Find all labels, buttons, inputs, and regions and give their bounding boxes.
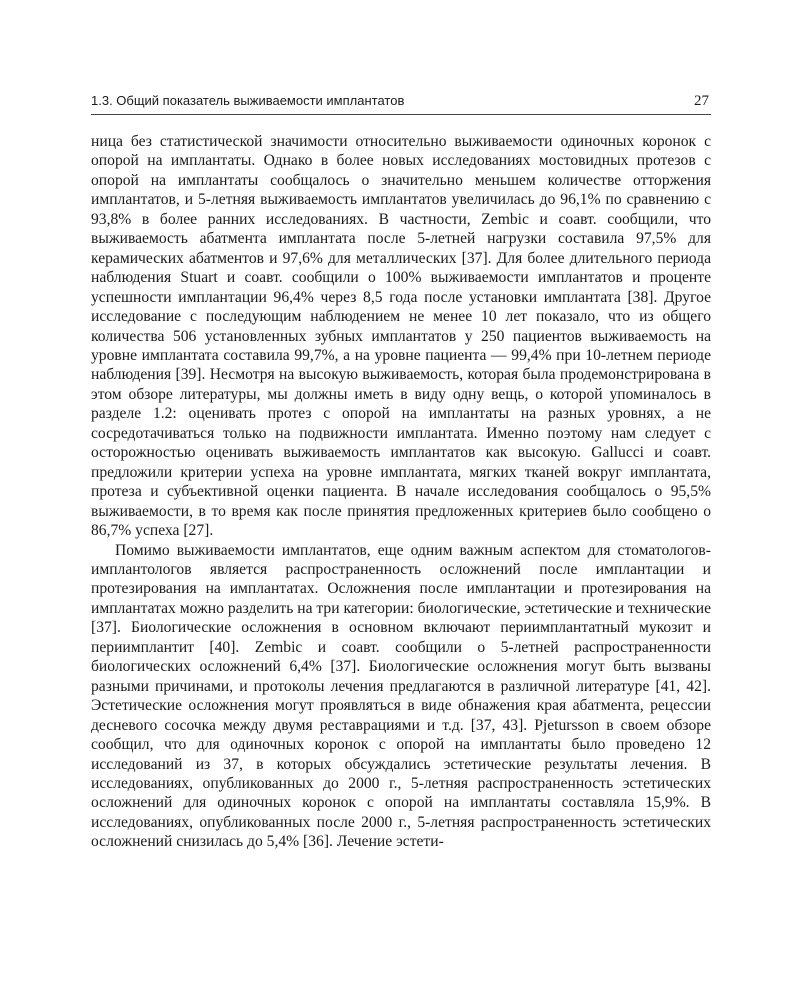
paragraph-complications: Помимо выживаемости имплантатов, еще одним важным аспектом для стоматологов-имплантологов является распространенность осложнений после имплантации и протезирования на имплантатах. Осложнения после имплантации и протезирования на имплантатах можно разделить на три категории: биологические, эстетические и технические [37]. Биологические осложнения в основном включают периимплантатный мукозит и периимплантит [40]. Zembic и соавт. сообщили о 5-летней распространенности биологических осложнений 6,4% [37]. Биологические осложнения могут быть вызваны разными причинами, и протоколы лечения предлагаются в различной литературе [41, 42]. Эстетические осложнения могут проявляться в виде обнажения края абатмента, рецессии десневого сосочка между двумя реставрациями и т.д. [37, 43]. Pjetursson в своем обзоре сообщил, что для одиночных коронок с опорой на имплантаты было проведено 12 исследований из 37, в которых обсуждались эстетические результаты лечения. В исследованиях, опубликованных до 2000 г., 5-летняя распространенность эстетических осложнений для одиночных коронок с опорой на имплантаты составляла 15,9%. В исследованиях, опубликованных после 2000 г., 5-летняя распространенность эстетических осложнений снизилась до 5,4% [36]. Лечение эстети- xyxy=(91,541,711,851)
page-number: 27 xyxy=(694,93,709,109)
running-head: 1.3. Общий показатель выживаемости имплантатов xyxy=(91,93,405,108)
paragraph-continued: ница без статистической значимости относительно выживаемости одиночных коронок с опорой на имплантаты. Однако в более новых исследованиях мостовидных протезов с опорой на имплантаты сообщалось о значительно меньшем количестве отторжения имплантатов, и 5-летняя выживаемость имплантатов увеличилась до 96,1% по сравнению с 93,8% в более ранних исследованиях. В частности, Zembic и соавт. сообщили, что выживаемость абатмента имплантата после 5-летней нагрузки составила 97,5% для керамических абатментов и 97,6% для металлических [37]. Для более длительного периода наблюдения Stuart и соавт. сообщили о 100% выживаемости имплантатов и проценте успешности имплантации 96,4% через 8,5 года после установки имплантата [38]. Другое исследование с последующим наблюдением не менее 10 лет показало, что из общего количества 506 установленных зубных имплантатов у 250 пациентов выживаемость на уровне имплантата составила 99,7%, а на уровне пациента — 99,4% при 10-летнем периоде наблюдения [39]. Несмотря на высокую выживаемость, которая была продемонстрирована в этом обзоре литературы, мы должны иметь в виду одну вещь, о которой упоминалось в разделе 1.2: оценивать протез с опорой на имплантаты на разных уровнях, а не сосредотачиваться только на подвижности имплантата. Именно поэтому нам следует с осторожностью оценивать выживаемость имплантатов как высокую. Gallucci и соавт. предложили критерии успеха на уровне имплантата, мягких тканей вокруг имплантата, протеза и субъективной оценки пациента. В начале исследования сообщалось о 95,5% выживаемости, в то время как после принятия предложенных критериев было сообщено о 86,7% успеха [27]. xyxy=(91,133,711,540)
page-header xyxy=(91,88,711,115)
body-text xyxy=(91,132,711,852)
